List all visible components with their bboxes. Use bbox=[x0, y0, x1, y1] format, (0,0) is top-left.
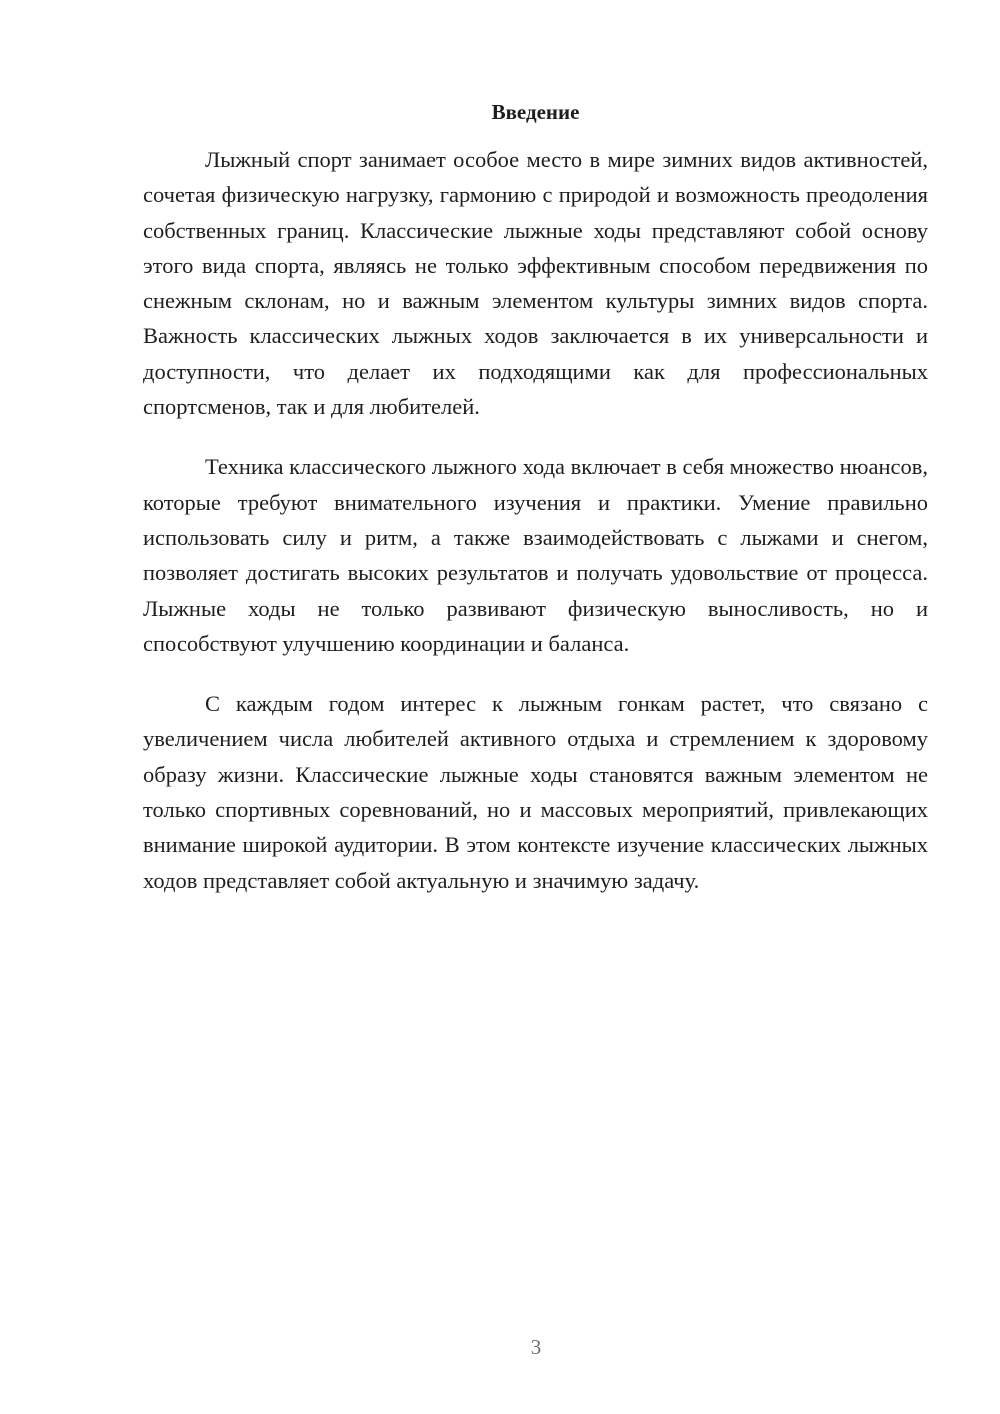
body-text bbox=[143, 142, 928, 923]
paragraph-1: Лыжный спорт занимает особое место в мире зимних видов активностей, сочетая физическую нагрузку, гармонию с природой и возможность преодоления собственных границ. Классические лыжные ходы представляют собой основу этого вида спорта, являясь не только эффективным способом передвижения по снежным склонам, но и важным элементом культуры зимних видов спорта. Важность классических лыжных ходов заключается в их универсальности и доступности, что делает их подходящими как для профессиональных спортсменов, так и для любителей. bbox=[143, 147, 928, 420]
paragraph-3: С каждым годом интерес к лыжным гонкам растет, что связано с увеличением числа любителей активного отдыха и стремлением к здоровому образу жизни. Классические лыжные ходы становятся важным элементом не только спортивных соревнований, но и массовых мероприятий, привлекающих внимание широкой аудитории. В этом контексте изучение классических лыжных ходов представляет собой актуальную и значимую задачу. bbox=[143, 691, 928, 893]
paragraph-2: Техника классического лыжного хода включает в себя множество нюансов, которые требуют внимательного изучения и практики. Умение правильно использовать силу и ритм, а также взаимодействовать с лыжами и снегом, позволяет достигать высоких результатов и получать удовольствие от процесса. Лыжные ходы не только развивают физическую выносливость, но и способствуют улучшению координации и баланса. bbox=[143, 454, 928, 656]
section-title: Введение bbox=[491, 100, 580, 124]
page-number: 3 bbox=[530, 1335, 542, 1359]
